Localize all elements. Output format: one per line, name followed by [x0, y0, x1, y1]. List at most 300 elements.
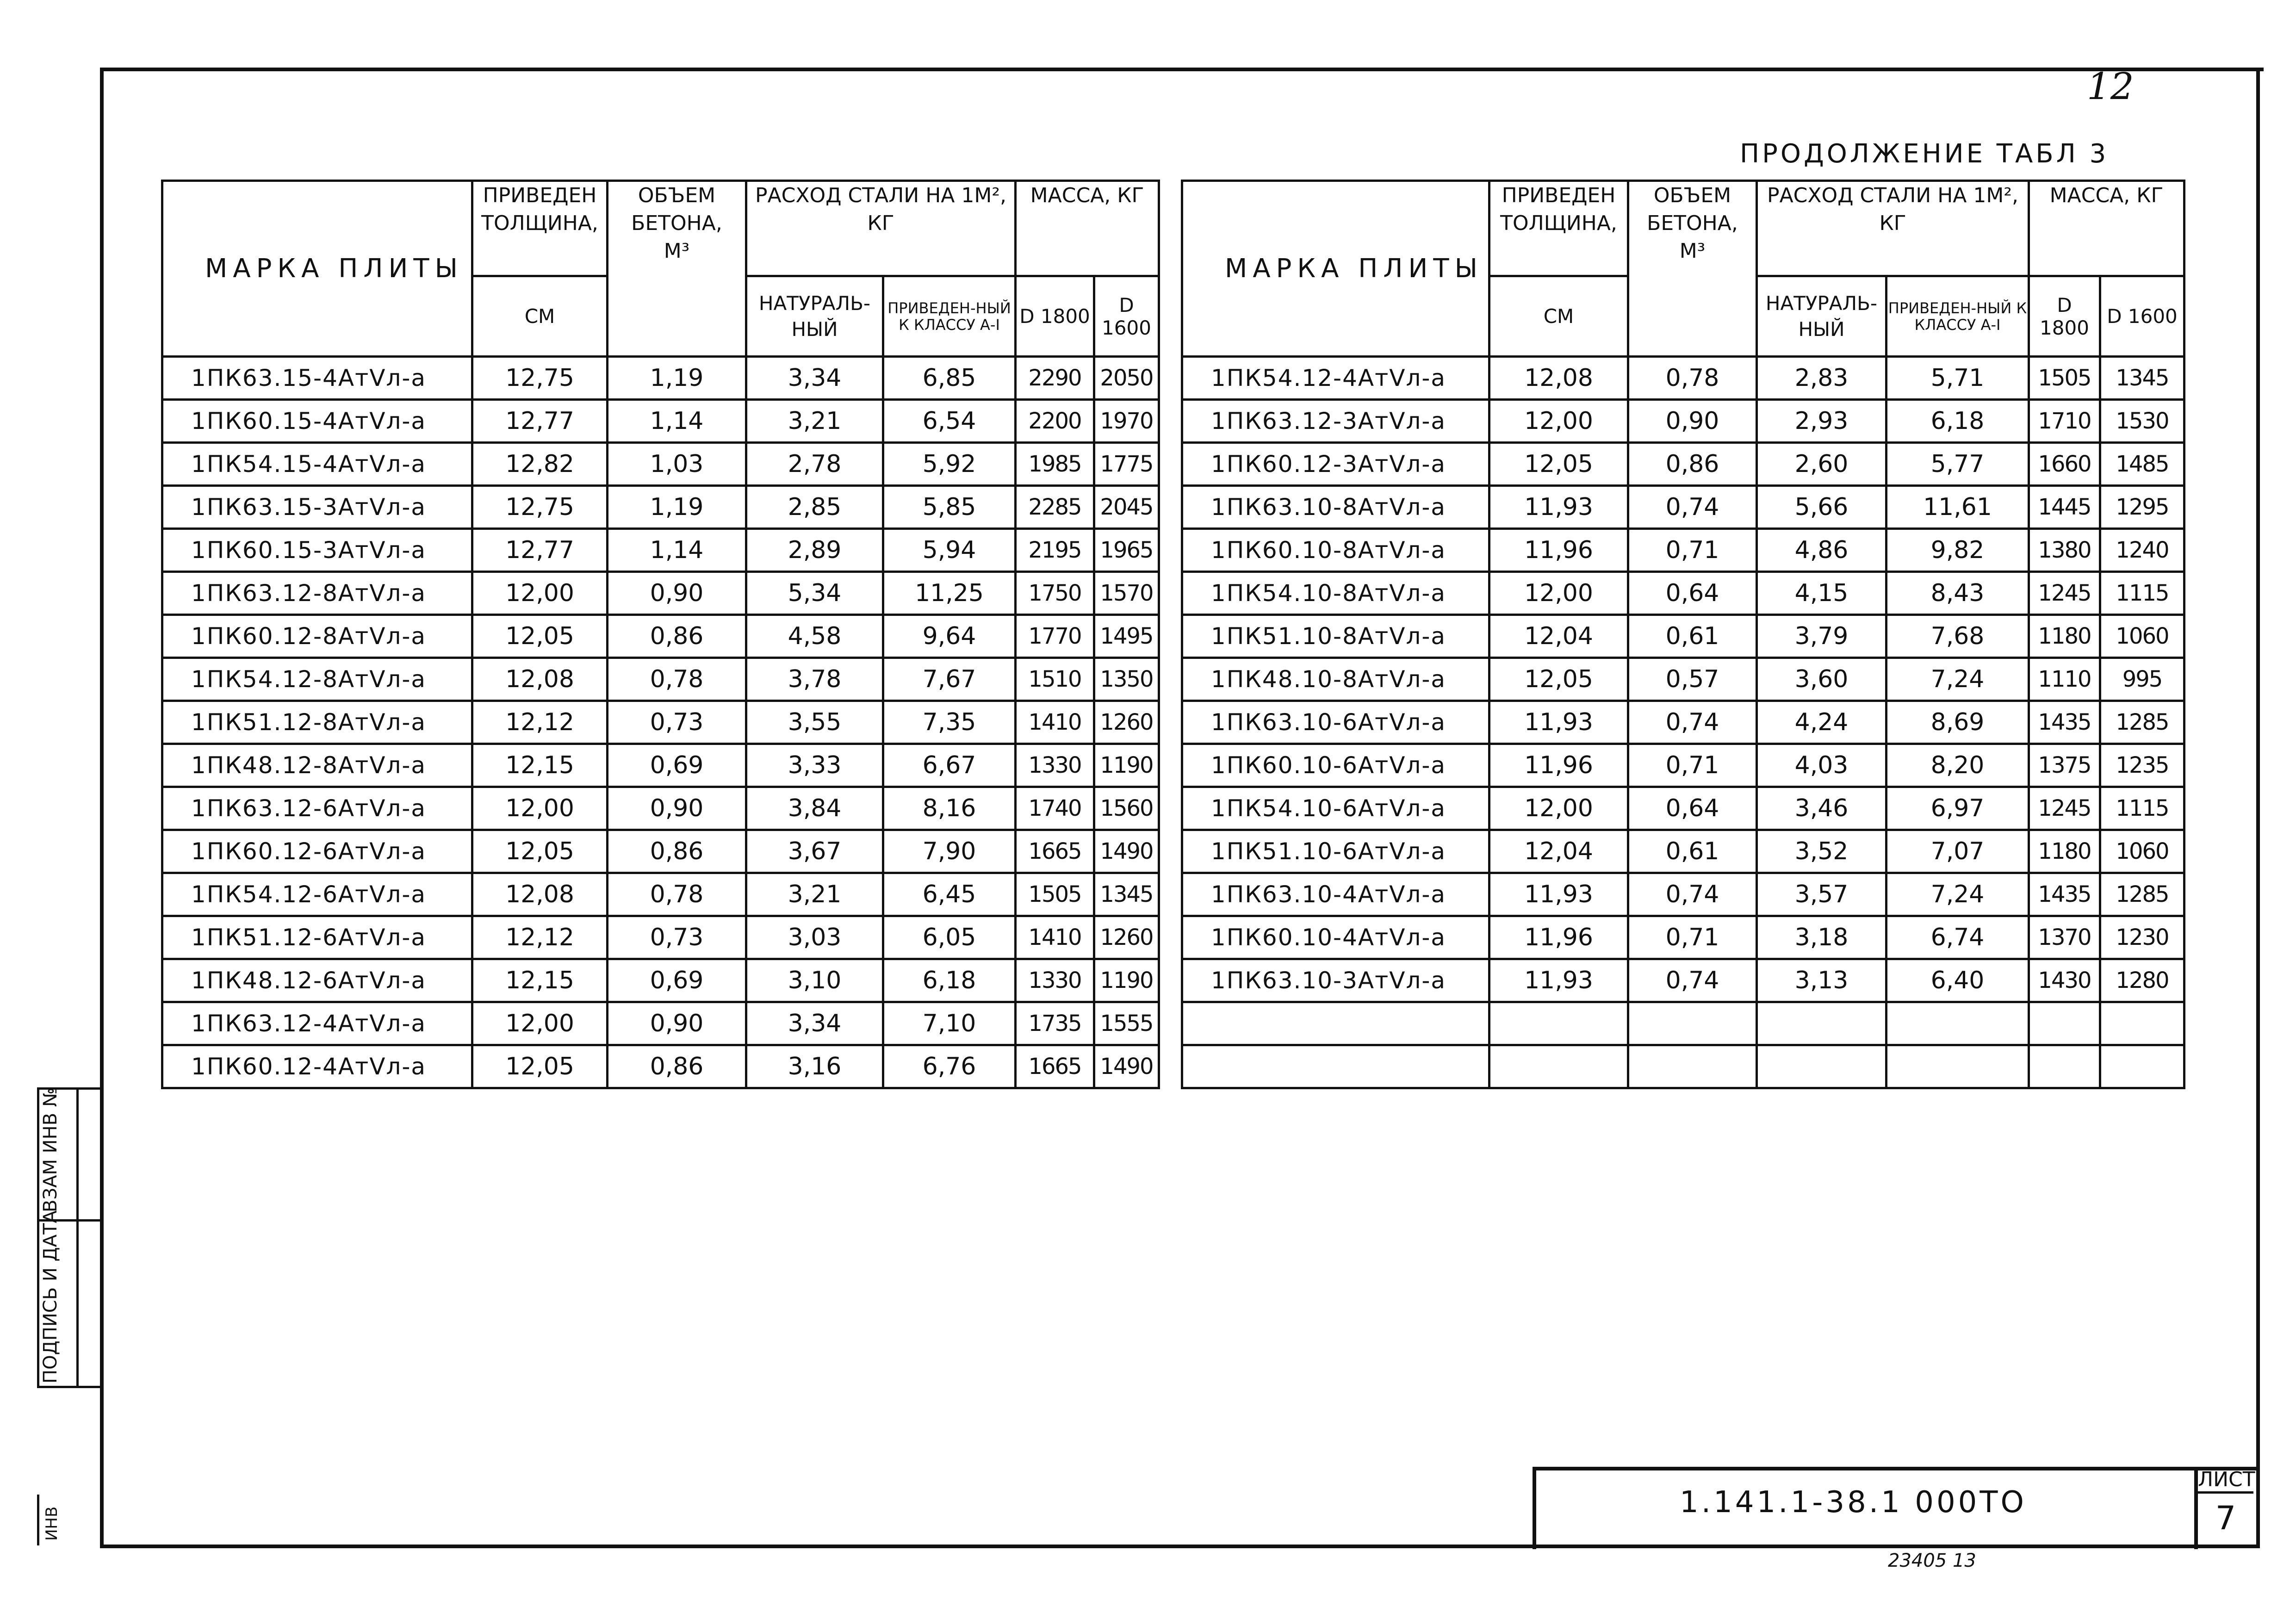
- cell-steel-reduced: 8,43: [1886, 572, 2029, 615]
- cell-mark: 1ПК60.10-8АтⅤл-а: [1182, 529, 1489, 572]
- cell-volume: 0,73: [608, 701, 746, 744]
- cell-mark: 1ПК63.10-6АтⅤл-а: [1182, 701, 1489, 744]
- cell-mass-d1800: 1985: [1016, 443, 1094, 486]
- cell-mass-d1800: 1435: [2029, 701, 2100, 744]
- cell-mass-d1800: 1180: [2029, 615, 2100, 658]
- cell-mark: 1ПК60.12-3АтⅤл-а: [1182, 443, 1489, 486]
- cell-mass-d1600: 1570: [1094, 572, 1159, 615]
- header-steel-reduced: ПРИВЕДЕН-НЫЙ К КЛАССУ А-I: [1886, 276, 2029, 357]
- cell-mass-d1800: 1510: [1016, 658, 1094, 701]
- cell-steel-natural: 3,13: [1757, 959, 1886, 1002]
- cell-mass-d1600: [2100, 1045, 2184, 1088]
- cell-steel-reduced: 11,25: [883, 572, 1016, 615]
- cell-steel-natural: 3,10: [746, 959, 883, 1002]
- cell-mark: [1182, 1045, 1489, 1088]
- side-divider-vertical: [76, 1090, 79, 1386]
- cell-steel-natural: 3,34: [746, 1002, 883, 1045]
- cell-mark: 1ПК54.10-6АтⅤл-а: [1182, 787, 1489, 830]
- cell-thickness: 12,05: [1489, 443, 1628, 486]
- cell-thickness: 12,05: [472, 1045, 608, 1088]
- cell-steel-natural: 3,21: [746, 873, 883, 916]
- table-row: [162, 529, 1159, 572]
- table-row: [1182, 1045, 2184, 1088]
- table-row: [162, 916, 1159, 959]
- cell-steel-natural: 2,83: [1757, 357, 1886, 400]
- cell-mass-d1800: 1380: [2029, 529, 2100, 572]
- cell-steel-natural: 3,33: [746, 744, 883, 787]
- cell-steel-reduced: 7,24: [1886, 658, 2029, 701]
- cell-volume: 0,64: [1628, 787, 1757, 830]
- cell-mass-d1800: 1435: [2029, 873, 2100, 916]
- header-mass-d1600: D 1600: [1094, 276, 1159, 357]
- cell-mark: 1ПК54.12-8АтⅤл-а: [162, 658, 472, 701]
- cell-mark: 1ПК60.15-4АтⅤл-а: [162, 400, 472, 443]
- cell-thickness: 11,93: [1489, 959, 1628, 1002]
- cell-steel-reduced: 8,16: [883, 787, 1016, 830]
- left-table-body: [162, 357, 1159, 1088]
- cell-mark: 1ПК60.12-8АтⅤл-а: [162, 615, 472, 658]
- cell-thickness: 12,05: [472, 830, 608, 873]
- cell-volume: 1,14: [608, 400, 746, 443]
- cell-mass-d1800: 2290: [1016, 357, 1094, 400]
- cell-mass-d1600: 1285: [2100, 873, 2184, 916]
- cell-volume: 0,71: [1628, 916, 1757, 959]
- header-steel: РАСХОД СТАЛИ НА 1М², КГ: [1757, 181, 2029, 276]
- cell-mark: 1ПК63.12-6АтⅤл-а: [162, 787, 472, 830]
- table-row: [1182, 916, 2184, 959]
- cell-steel-natural: 2,85: [746, 486, 883, 529]
- cell-mark: 1ПК60.10-6АтⅤл-а: [1182, 744, 1489, 787]
- table-row: [162, 486, 1159, 529]
- cell-thickness: 12,00: [1489, 400, 1628, 443]
- cell-mass-d1600: 1060: [2100, 615, 2184, 658]
- cell-mark: 1ПК60.12-6АтⅤл-а: [162, 830, 472, 873]
- table-row: [1182, 658, 2184, 701]
- document-code: 1.141.1-38.1 000ТО: [1680, 1485, 2027, 1520]
- cell-mass-d1800: 2195: [1016, 529, 1094, 572]
- cell-mass-d1800: 2200: [1016, 400, 1094, 443]
- cell-mark: 1ПК63.12-3АтⅤл-а: [1182, 400, 1489, 443]
- cell-volume: 0,86: [608, 1045, 746, 1088]
- cell-mass-d1600: 1190: [1094, 959, 1159, 1002]
- cell-mass-d1800: 1660: [2029, 443, 2100, 486]
- cell-mass-d1800: 1180: [2029, 830, 2100, 873]
- cell-volume: 0,57: [1628, 658, 1757, 701]
- cell-mass-d1800: 1410: [1016, 916, 1094, 959]
- cell-steel-natural: 3,21: [746, 400, 883, 443]
- cell-steel-natural: 2,78: [746, 443, 883, 486]
- cell-mark: 1ПК51.12-6АтⅤл-а: [162, 916, 472, 959]
- header-steel-reduced: ПРИВЕДЕН-НЫЙ К КЛАССУ А-I: [883, 276, 1016, 357]
- cell-mass-d1800: 2285: [1016, 486, 1094, 529]
- cell-steel-reduced: 6,05: [883, 916, 1016, 959]
- cell-volume: 0,86: [608, 830, 746, 873]
- cell-steel-reduced: 6,85: [883, 357, 1016, 400]
- cell-volume: 0,90: [608, 572, 746, 615]
- table-row: [162, 357, 1159, 400]
- header-mass-d1800: D 1800: [2029, 276, 2100, 357]
- cell-steel-natural: 3,16: [746, 1045, 883, 1088]
- cell-steel-reduced: 6,45: [883, 873, 1016, 916]
- cell-mark: 1ПК63.10-4АтⅤл-а: [1182, 873, 1489, 916]
- header-thickness: ПРИВЕДЕН ТОЛЩИНА,: [472, 181, 608, 276]
- cell-mass-d1600: 1285: [2100, 701, 2184, 744]
- cell-mark: 1ПК63.15-4АтⅤл-а: [162, 357, 472, 400]
- header-mass: МАССА, КГ: [2029, 181, 2184, 276]
- table-row: [162, 787, 1159, 830]
- cell-volume: 0,61: [1628, 615, 1757, 658]
- cell-steel-reduced: 9,82: [1886, 529, 2029, 572]
- cell-steel-reduced: 5,92: [883, 443, 1016, 486]
- cell-mass-d1800: 1370: [2029, 916, 2100, 959]
- cell-mass-d1800: 1375: [2029, 744, 2100, 787]
- cell-mass-d1600: 1350: [1094, 658, 1159, 701]
- cell-steel-natural: 3,03: [746, 916, 883, 959]
- cell-steel-reduced: 6,74: [1886, 916, 2029, 959]
- cell-mass-d1800: 1665: [1016, 1045, 1094, 1088]
- cell-thickness: 12,08: [472, 658, 608, 701]
- cell-thickness: 12,75: [472, 486, 608, 529]
- cell-steel-reduced: 5,85: [883, 486, 1016, 529]
- cell-thickness: 12,77: [472, 400, 608, 443]
- cell-steel-natural: 4,86: [1757, 529, 1886, 572]
- cell-mass-d1600: 2045: [1094, 486, 1159, 529]
- cell-steel-reduced: 6,54: [883, 400, 1016, 443]
- cell-mark: 1ПК63.12-8АтⅤл-а: [162, 572, 472, 615]
- table-row: [1182, 744, 2184, 787]
- cell-thickness: 12,00: [472, 787, 608, 830]
- cell-steel-natural: 3,18: [1757, 916, 1886, 959]
- cell-mass-d1800: 1735: [1016, 1002, 1094, 1045]
- cell-mass-d1800: 1430: [2029, 959, 2100, 1002]
- cell-steel-natural: 3,79: [1757, 615, 1886, 658]
- cell-mass-d1800: 1740: [1016, 787, 1094, 830]
- cell-mark: 1ПК51.12-8АтⅤл-а: [162, 701, 472, 744]
- cell-thickness: 12,00: [472, 572, 608, 615]
- cell-volume: 0,61: [1628, 830, 1757, 873]
- cell-thickness: 12,04: [1489, 830, 1628, 873]
- cell-steel-natural: 5,34: [746, 572, 883, 615]
- cell-mass-d1600: 1345: [2100, 357, 2184, 400]
- cell-mass-d1800: 1110: [2029, 658, 2100, 701]
- cell-steel-reduced: [1886, 1045, 2029, 1088]
- header-mass-d1800: D 1800: [1016, 276, 1094, 357]
- cell-mass-d1600: 1115: [2100, 572, 2184, 615]
- cell-thickness: [1489, 1045, 1628, 1088]
- sheet-number: 7: [2215, 1499, 2236, 1537]
- cell-mass-d1600: 1485: [2100, 443, 2184, 486]
- cell-steel-natural: 3,46: [1757, 787, 1886, 830]
- cell-thickness: 12,15: [472, 744, 608, 787]
- cell-mark: 1ПК60.15-3АтⅤл-а: [162, 529, 472, 572]
- cell-mark: 1ПК54.15-4АтⅤл-а: [162, 443, 472, 486]
- cell-mass-d1600: 1115: [2100, 787, 2184, 830]
- table-row: [1182, 357, 2184, 400]
- cell-steel-natural: 3,84: [746, 787, 883, 830]
- cell-steel-natural: 2,60: [1757, 443, 1886, 486]
- cell-steel-reduced: 11,61: [1886, 486, 2029, 529]
- cell-thickness: 12,08: [1489, 357, 1628, 400]
- header-volume-unit: М³: [1679, 239, 1706, 263]
- cell-thickness: 12,04: [1489, 615, 1628, 658]
- table-row: [162, 959, 1159, 1002]
- cell-mass-d1600: 1490: [1094, 1045, 1159, 1088]
- cell-mass-d1600: 1530: [2100, 400, 2184, 443]
- cell-steel-reduced: [1886, 1002, 2029, 1045]
- header-mass-d1600: D 1600: [2100, 276, 2184, 357]
- cell-steel-natural: 2,89: [746, 529, 883, 572]
- table-row: [1182, 959, 2184, 1002]
- cell-thickness: [1489, 1002, 1628, 1045]
- cell-mass-d1600: 1555: [1094, 1002, 1159, 1045]
- cell-volume: 0,90: [608, 1002, 746, 1045]
- cell-volume: 0,74: [1628, 486, 1757, 529]
- cell-mass-d1600: 1260: [1094, 701, 1159, 744]
- cell-volume: 0,74: [1628, 701, 1757, 744]
- table-row: [1182, 615, 2184, 658]
- cell-steel-natural: 4,58: [746, 615, 883, 658]
- cell-volume: [1628, 1002, 1757, 1045]
- cell-thickness: 12,75: [472, 357, 608, 400]
- cell-thickness: 12,00: [1489, 572, 1628, 615]
- cell-mark: 1ПК63.15-3АтⅤл-а: [162, 486, 472, 529]
- cell-volume: 0,71: [1628, 529, 1757, 572]
- table-row: [162, 744, 1159, 787]
- table-row: [1182, 486, 2184, 529]
- cell-thickness: 11,96: [1489, 744, 1628, 787]
- cell-thickness: 12,08: [472, 873, 608, 916]
- cell-steel-reduced: 6,76: [883, 1045, 1016, 1088]
- cell-mass-d1600: 1490: [1094, 830, 1159, 873]
- cell-mark: 1ПК51.10-6АтⅤл-а: [1182, 830, 1489, 873]
- cell-volume: 0,90: [608, 787, 746, 830]
- cell-steel-reduced: 6,97: [1886, 787, 2029, 830]
- cell-mark: [1182, 1002, 1489, 1045]
- cell-volume: 1,19: [608, 486, 746, 529]
- cell-steel-reduced: 8,20: [1886, 744, 2029, 787]
- cell-thickness: 12,12: [472, 701, 608, 744]
- cell-steel-reduced: 8,69: [1886, 701, 2029, 744]
- cell-volume: 0,71: [1628, 744, 1757, 787]
- header-volume-unit: М³: [664, 239, 690, 263]
- frame-border-right: [2256, 68, 2260, 1548]
- table-caption: ПРОДОЛЖЕНИЕ ТАБЛ 3: [1740, 139, 2109, 169]
- cell-volume: 0,69: [608, 744, 746, 787]
- table-row: [162, 615, 1159, 658]
- table-row: [1182, 830, 2184, 873]
- cell-mass-d1800: 1410: [1016, 701, 1094, 744]
- header-steel-natural: НАТУРАЛЬ-НЫЙ: [746, 276, 883, 357]
- inventory-label: ИНВ: [43, 1506, 61, 1541]
- table-row: [1182, 400, 2184, 443]
- cell-steel-reduced: 6,18: [1886, 400, 2029, 443]
- cell-steel-natural: 3,57: [1757, 873, 1886, 916]
- header-steel-natural: НАТУРАЛЬ-НЫЙ: [1757, 276, 1886, 357]
- cell-thickness: 11,93: [1489, 701, 1628, 744]
- cell-mass-d1800: 1750: [1016, 572, 1094, 615]
- cell-mass-d1800: 1505: [2029, 357, 2100, 400]
- cell-volume: 0,64: [1628, 572, 1757, 615]
- cell-volume: 0,86: [1628, 443, 1757, 486]
- cell-mass-d1600: [2100, 1002, 2184, 1045]
- cell-steel-reduced: 7,67: [883, 658, 1016, 701]
- cell-thickness: 12,05: [472, 615, 608, 658]
- cell-mass-d1600: 1235: [2100, 744, 2184, 787]
- cell-mass-d1600: 1240: [2100, 529, 2184, 572]
- cell-mass-d1800: 1245: [2029, 787, 2100, 830]
- header-mark: МАРКА ПЛИТЫ: [162, 181, 472, 357]
- cell-volume: 1,14: [608, 529, 746, 572]
- cell-mark: 1ПК63.10-3АтⅤл-а: [1182, 959, 1489, 1002]
- cell-steel-reduced: 7,68: [1886, 615, 2029, 658]
- header-volume: [608, 181, 746, 357]
- cell-mark: 1ПК48.10-8АтⅤл-а: [1182, 658, 1489, 701]
- cell-thickness: 11,93: [1489, 486, 1628, 529]
- cell-steel-natural: 3,34: [746, 357, 883, 400]
- cell-steel-natural: 4,15: [1757, 572, 1886, 615]
- cell-steel-reduced: 6,67: [883, 744, 1016, 787]
- cell-volume: 0,69: [608, 959, 746, 1002]
- cell-steel-reduced: 7,07: [1886, 830, 2029, 873]
- table-row: [1182, 1002, 2184, 1045]
- cell-mass-d1600: 1970: [1094, 400, 1159, 443]
- header-steel: РАСХОД СТАЛИ НА 1М², КГ: [746, 181, 1016, 276]
- table-row: [1182, 787, 2184, 830]
- cell-thickness: 12,15: [472, 959, 608, 1002]
- left-table: [161, 180, 1160, 1089]
- table-row: [1182, 443, 2184, 486]
- right-table-body: [1182, 357, 2184, 1088]
- cell-volume: 1,03: [608, 443, 746, 486]
- cell-steel-natural: 4,24: [1757, 701, 1886, 744]
- header-thickness: ПРИВЕДЕН ТОЛЩИНА,: [1489, 181, 1628, 276]
- cell-mass-d1600: 1345: [1094, 873, 1159, 916]
- table-row: [1182, 873, 2184, 916]
- cell-volume: 0,78: [1628, 357, 1757, 400]
- cell-steel-reduced: 6,40: [1886, 959, 2029, 1002]
- cell-thickness: 11,96: [1489, 529, 1628, 572]
- table-row: [162, 400, 1159, 443]
- table-row: [162, 572, 1159, 615]
- cell-thickness: 12,12: [472, 916, 608, 959]
- cell-mass-d1600: 1230: [2100, 916, 2184, 959]
- cell-mark: 1ПК63.10-8АтⅤл-а: [1182, 486, 1489, 529]
- cell-steel-natural: 5,66: [1757, 486, 1886, 529]
- cell-steel-natural: 3,78: [746, 658, 883, 701]
- frame-border-top: [100, 68, 2264, 71]
- cell-mark: 1ПК54.10-8АтⅤл-а: [1182, 572, 1489, 615]
- cell-thickness: 12,00: [1489, 787, 1628, 830]
- cell-thickness: 12,77: [472, 529, 608, 572]
- header-volume-label: ОБЪЕМ БЕТОНА,: [631, 184, 722, 235]
- cell-thickness: 12,00: [472, 1002, 608, 1045]
- cell-mass-d1800: 1770: [1016, 615, 1094, 658]
- cell-volume: [1628, 1045, 1757, 1088]
- cell-thickness: 12,82: [472, 443, 608, 486]
- cell-mass-d1800: 1330: [1016, 744, 1094, 787]
- signature-date-label: ПОДПИСЬ И ДАТА: [40, 1210, 61, 1383]
- table-row: [162, 1045, 1159, 1088]
- handwritten-sheet-mark: 12: [2087, 65, 2134, 108]
- table-row: [162, 873, 1159, 916]
- table-row: [162, 701, 1159, 744]
- right-table: [1181, 180, 2185, 1089]
- cell-steel-natural: [1757, 1002, 1886, 1045]
- cell-mark: 1ПК51.10-8АтⅤл-а: [1182, 615, 1489, 658]
- table-row: [1182, 572, 2184, 615]
- cell-mark: 1ПК48.12-8АтⅤл-а: [162, 744, 472, 787]
- cell-mark: 1ПК48.12-6АтⅤл-а: [162, 959, 472, 1002]
- cell-volume: 0,74: [1628, 873, 1757, 916]
- cell-mass-d1800: 1445: [2029, 486, 2100, 529]
- archive-number: 23405 13: [1888, 1550, 1976, 1571]
- cell-mass-d1600: 1560: [1094, 787, 1159, 830]
- cell-steel-reduced: 9,64: [883, 615, 1016, 658]
- cell-mark: 1ПК60.10-4АтⅤл-а: [1182, 916, 1489, 959]
- header-mass: МАССА, КГ: [1016, 181, 1159, 276]
- cell-mass-d1800: 1665: [1016, 830, 1094, 873]
- cell-steel-reduced: 7,10: [883, 1002, 1016, 1045]
- cell-mass-d1800: 1245: [2029, 572, 2100, 615]
- cell-mark: 1ПК63.12-4АтⅤл-а: [162, 1002, 472, 1045]
- table-row: [1182, 701, 2184, 744]
- cell-volume: 0,74: [1628, 959, 1757, 1002]
- header-volume-label: ОБЪЕМ БЕТОНА,: [1647, 184, 1738, 235]
- header-volume: [1628, 181, 1757, 357]
- cell-steel-natural: [1757, 1045, 1886, 1088]
- cell-mass-d1600: 1965: [1094, 529, 1159, 572]
- cell-steel-natural: 3,60: [1757, 658, 1886, 701]
- cell-steel-natural: 3,52: [1757, 830, 1886, 873]
- cell-steel-reduced: 7,35: [883, 701, 1016, 744]
- cell-mark: 1ПК60.12-4АтⅤл-а: [162, 1045, 472, 1088]
- cell-mass-d1800: 1330: [1016, 959, 1094, 1002]
- cell-volume: 0,78: [608, 658, 746, 701]
- table-row: [162, 658, 1159, 701]
- cell-thickness: 11,96: [1489, 916, 1628, 959]
- cell-mass-d1600: 1775: [1094, 443, 1159, 486]
- table-row: [162, 1002, 1159, 1045]
- cell-mass-d1600: 1280: [2100, 959, 2184, 1002]
- cell-steel-natural: 3,67: [746, 830, 883, 873]
- cell-mass-d1600: 1260: [1094, 916, 1159, 959]
- cell-mark: 1ПК54.12-4АтⅤл-а: [1182, 357, 1489, 400]
- cell-volume: 0,78: [608, 873, 746, 916]
- table-row: [1182, 529, 2184, 572]
- cell-mass-d1600: 1295: [2100, 486, 2184, 529]
- cell-thickness: 12,05: [1489, 658, 1628, 701]
- cell-steel-natural: 4,03: [1757, 744, 1886, 787]
- table-row: [162, 443, 1159, 486]
- cell-mark: 1ПК54.12-6АтⅤл-а: [162, 873, 472, 916]
- cell-volume: 1,19: [608, 357, 746, 400]
- cell-volume: 0,86: [608, 615, 746, 658]
- sheet-label: ЛИСТ: [2198, 1468, 2253, 1494]
- cell-steel-reduced: 7,90: [883, 830, 1016, 873]
- cell-steel-reduced: 6,18: [883, 959, 1016, 1002]
- cell-volume: 0,73: [608, 916, 746, 959]
- cell-mass-d1600: 1060: [2100, 830, 2184, 873]
- cell-steel-reduced: 5,94: [883, 529, 1016, 572]
- cell-volume: 0,90: [1628, 400, 1757, 443]
- cell-mass-d1600: 995: [2100, 658, 2184, 701]
- cell-steel-reduced: 7,24: [1886, 873, 2029, 916]
- cell-mass-d1800: [2029, 1002, 2100, 1045]
- cell-steel-natural: 3,55: [746, 701, 883, 744]
- cell-steel-reduced: 5,71: [1886, 357, 2029, 400]
- cell-steel-reduced: 5,77: [1886, 443, 2029, 486]
- cell-thickness: 11,93: [1489, 873, 1628, 916]
